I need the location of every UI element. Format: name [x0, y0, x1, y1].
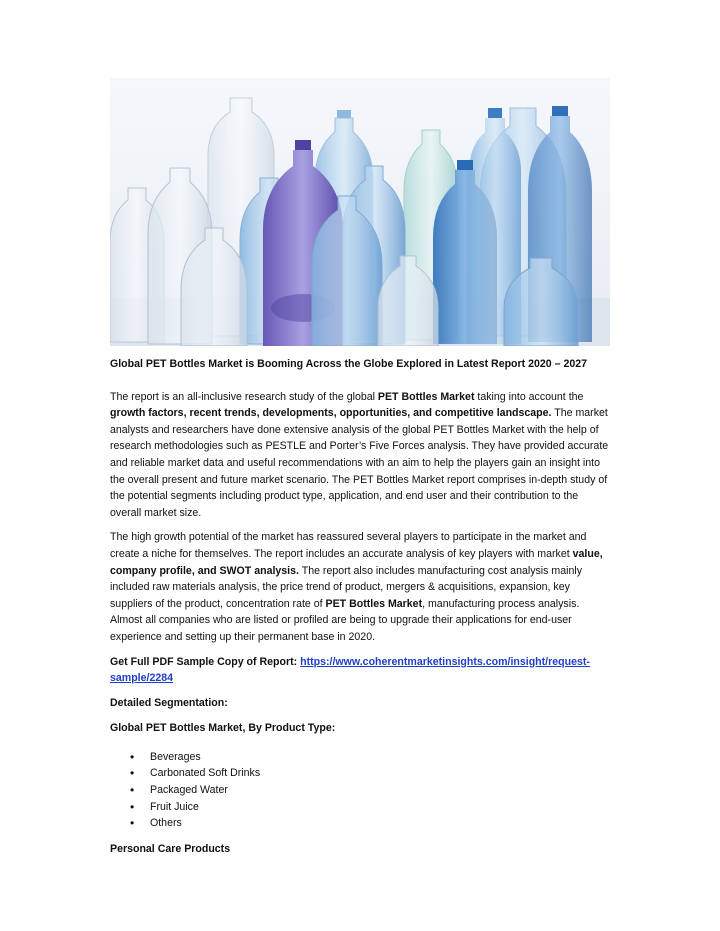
product-type-list	[110, 749, 610, 832]
product-type-heading: Global PET Bottles Market, By Product Type:	[110, 722, 336, 735]
plastic-bottles-photo	[110, 78, 610, 346]
list-item: • Others	[110, 815, 610, 832]
article-body	[110, 356, 610, 866]
intro-paragraph: The report is an all-inclusive research study of the global PET Bottles Market taking into account the growth factors, recent trends, developments, opportunities, and competitive landscape. The market analysts and researchers have done extensive analysis of the global PET Bottles Market with the help of research methodologies such as PESTLE and Porter’s Five Forces analysis. They have provided accurate and reliable market data and useful recommendations with an aim to help the players gain an insight into the overall present and future market scenario. The PET Bottles Market report comprises in-depth study of the potential segments including product type, application, and end user and their contribution to the overall market size.	[110, 390, 609, 519]
personal-care-heading: Personal Care Products	[110, 842, 231, 855]
list-item: • Fruit Juice	[110, 799, 610, 816]
segmentation-heading: Detailed Segmentation:	[110, 696, 228, 709]
list-item: • Packaged Water	[110, 782, 610, 799]
list-item: • Carbonated Soft Drinks	[110, 765, 610, 782]
players-paragraph: The high growth potential of the market has reassured several players to participate in the market and create a niche for themselves. The report includes an accurate analysis of key players with market value, company profile, and SWOT analysis. The report also includes manufacturing cost analysis mainly included raw materials analysis, the price trend of product, mergers & acquisitions, expansion, key suppliers of the product, concentration rate of PET Bottles Market, manufacturing process analysis. Almost all companies who are listed or profiled are being to upgrade their applications for end-user experience and setting up their permanent base in 2020.	[110, 531, 603, 643]
sample-report-link[interactable]: https://www.coherentmarketinsights.com/insight/request-sample/2284	[110, 655, 590, 685]
article-title: Global PET Bottles Market is Booming Across the Globe Explored in Latest Report 2020 – 2027	[110, 358, 588, 370]
list-item: • Beverages	[110, 749, 610, 766]
sample-request-line: Get Full PDF Sample Copy of Report: https://www.coherentmarketinsights.com/insight/request-sample/2284	[110, 655, 590, 685]
